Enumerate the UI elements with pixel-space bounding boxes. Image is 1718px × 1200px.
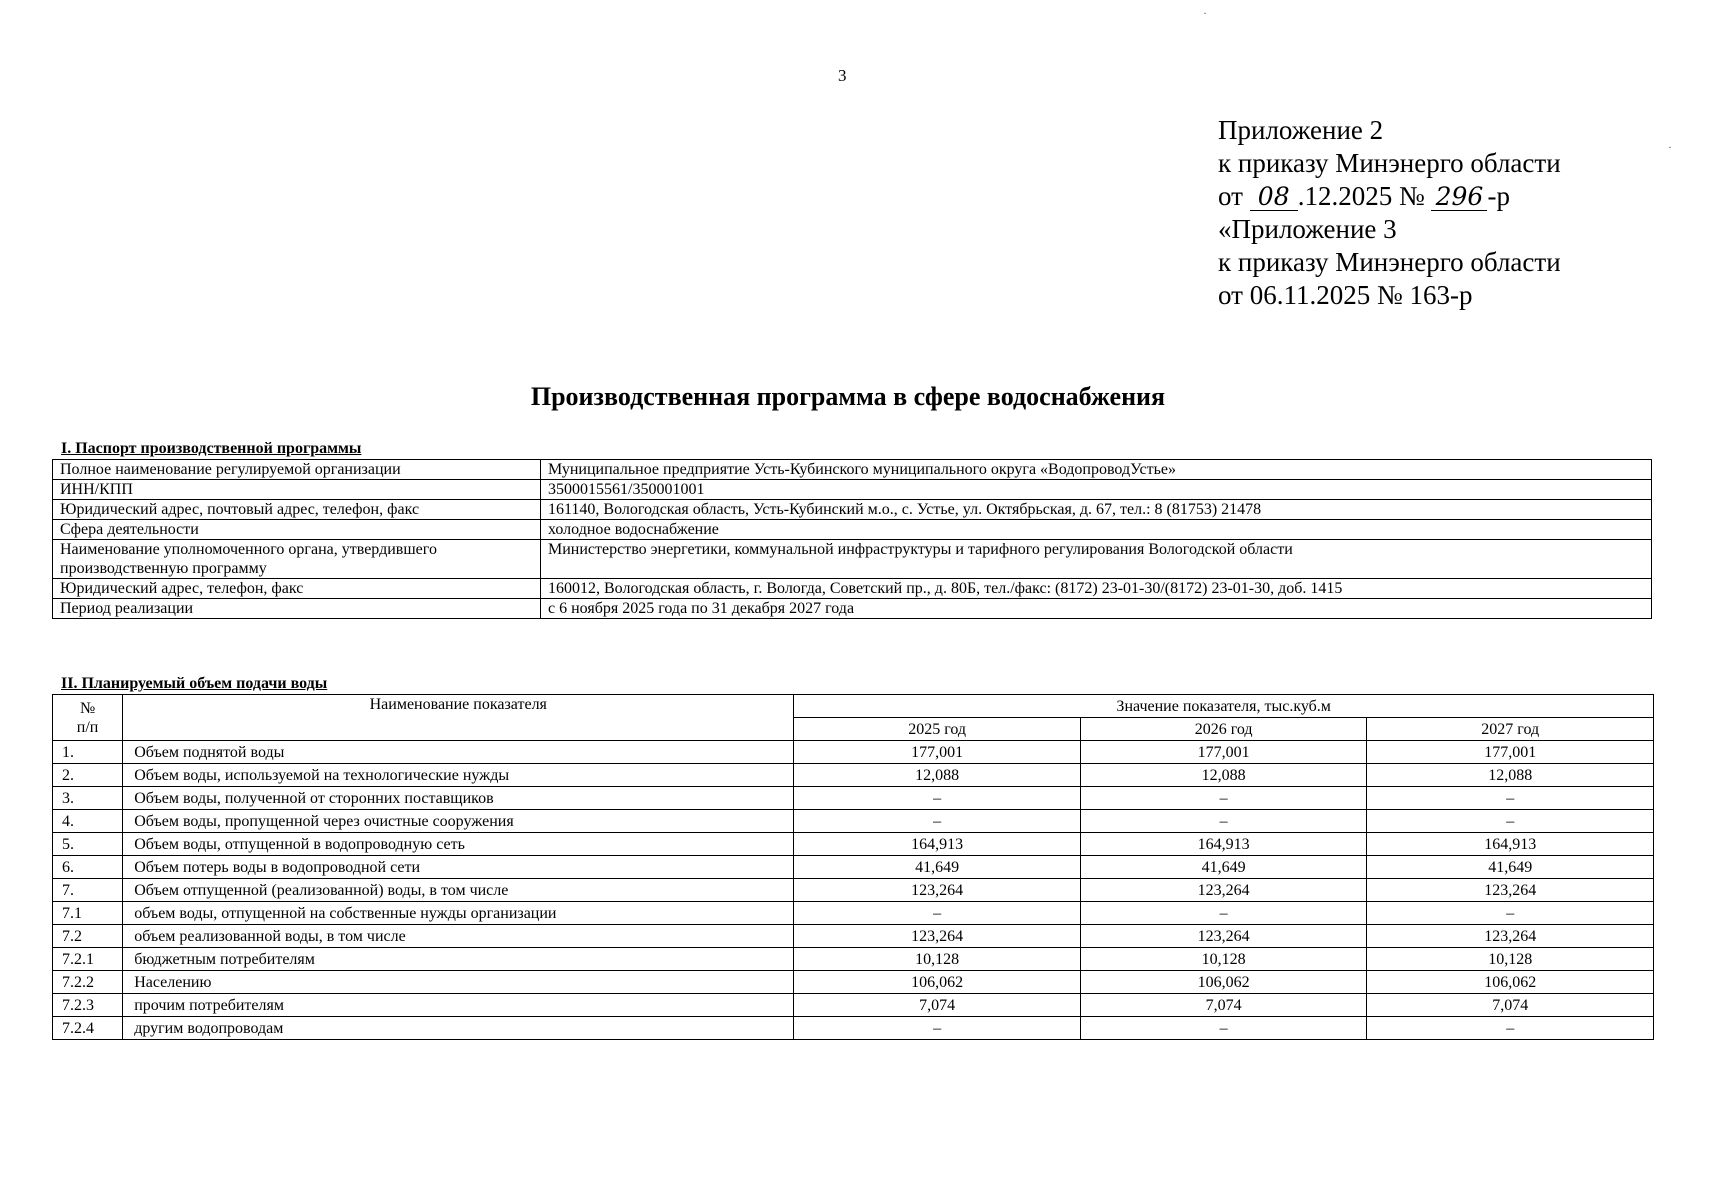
indicator-value: – (1367, 787, 1654, 810)
indicator-value: – (1080, 787, 1367, 810)
passport-label: Юридический адрес, почтовый адрес, телефон, факс (53, 500, 541, 520)
volume-heading: II. Планируемый объем подачи воды (61, 675, 328, 692)
table-row (53, 948, 1654, 971)
row-number: 5. (53, 833, 123, 856)
indicator-value: 123,264 (1080, 925, 1367, 948)
row-number: 7.2.3 (53, 994, 123, 1017)
appendix-date-suffix: -р (1487, 181, 1510, 211)
indicator-value: 7,074 (1367, 994, 1654, 1017)
indicator-value: 177,001 (1367, 741, 1654, 764)
passport-table (52, 459, 1652, 619)
indicator-value: – (1367, 810, 1654, 833)
row-number: 2. (53, 764, 123, 787)
indicator-value: 41,649 (794, 856, 1081, 879)
passport-row (53, 460, 1652, 480)
table-row (53, 833, 1654, 856)
passport-label: Наименование уполномоченного органа, утвердившего производственную программу (53, 540, 541, 579)
row-number: 7.2.2 (53, 971, 123, 994)
header-indicator-value: Значение показателя, тыс.куб.м (794, 695, 1654, 718)
appendix-line: от 06.11.2025 № 163-р (1218, 280, 1473, 310)
indicator-name: Объем поднятой воды (123, 741, 794, 764)
indicator-value: 10,128 (794, 948, 1081, 971)
table-row (53, 1017, 1654, 1040)
passport-label: Сфера деятельности (53, 520, 541, 540)
appendix-date-prefix: от (1218, 181, 1243, 211)
header-year: 2027 год (1367, 718, 1654, 741)
indicator-value: 7,074 (1080, 994, 1367, 1017)
indicator-name: Населению (123, 971, 794, 994)
indicator-value: 123,264 (1080, 879, 1367, 902)
scan-speck: · (1203, 6, 1207, 20)
document-title: Производственная программа в сфере водоснабжения (530, 382, 1166, 411)
passport-label: ИНН/КПП (53, 480, 541, 500)
indicator-value: – (1080, 902, 1367, 925)
table-row (53, 764, 1654, 787)
table-row (53, 994, 1654, 1017)
row-number: 7.2.4 (53, 1017, 123, 1040)
passport-value: с 6 ноября 2025 года по 31 декабря 2027 года (541, 599, 1652, 619)
appendix-date-middle: .12.2025 № (1297, 181, 1425, 211)
indicator-value: 106,062 (1080, 971, 1367, 994)
handwritten-day: 08 (1250, 184, 1298, 211)
table-row (53, 925, 1654, 948)
passport-row (53, 579, 1652, 599)
passport-row (53, 540, 1652, 579)
table-header-row (53, 695, 1654, 718)
indicator-name: прочим потребителям (123, 994, 794, 1017)
passport-value: 3500015561/350001001 (541, 480, 1652, 500)
indicator-value: 41,649 (1367, 856, 1654, 879)
indicator-value: 12,088 (794, 764, 1081, 787)
header-number-line1: № (79, 699, 96, 717)
indicator-value: 123,264 (1367, 879, 1654, 902)
header-indicator-name: Наименование показателя (123, 695, 794, 741)
scan-speck: · (1668, 140, 1672, 154)
indicator-value: – (794, 810, 1081, 833)
indicator-value: 7,074 (794, 994, 1081, 1017)
passport-label: Период реализации (53, 599, 541, 619)
row-number: 7.1 (53, 902, 123, 925)
row-number: 1. (53, 741, 123, 764)
appendix-line: Приложение 2 (1218, 115, 1384, 145)
passport-value: Министерство энергетики, коммунальной инфраструктуры и тарифного регулирования Вологодской области (541, 540, 1652, 579)
indicator-value: 164,913 (1080, 833, 1367, 856)
indicator-value: – (794, 787, 1081, 810)
passport-label: Юридический адрес, телефон, факс (53, 579, 541, 599)
indicator-name: Объем воды, отпущенной в водопроводную сеть (123, 833, 794, 856)
indicator-value: 164,913 (1367, 833, 1654, 856)
table-row (53, 787, 1654, 810)
indicator-name: бюджетным потребителям (123, 948, 794, 971)
table-row (53, 879, 1654, 902)
passport-row (53, 480, 1652, 500)
water-volume-table (52, 694, 1654, 1040)
header-year: 2026 год (1080, 718, 1367, 741)
appendix-line: к приказу Минэнерго области (1218, 148, 1561, 178)
indicator-value: 12,088 (1080, 764, 1367, 787)
indicator-value: 123,264 (1367, 925, 1654, 948)
passport-row (53, 500, 1652, 520)
indicator-value: 10,128 (1367, 948, 1654, 971)
indicator-name: другим водопроводам (123, 1017, 794, 1040)
passport-heading: I. Паспорт производственной программы (61, 440, 362, 457)
indicator-name: Объем потерь воды в водопроводной сети (123, 856, 794, 879)
row-number: 3. (53, 787, 123, 810)
indicator-value: 123,264 (794, 925, 1081, 948)
indicator-value: 10,128 (1080, 948, 1367, 971)
indicator-value: 177,001 (794, 741, 1081, 764)
passport-value: 161140, Вологодская область, Усть-Кубинский м.о., с. Устье, ул. Октябрьская, д. 67, тел.: 8 (81753) 21478 (541, 500, 1652, 520)
passport-value: 160012, Вологодская область, г. Вологда, Советский пр., д. 80Б, тел./факс: (8172) 23-01-30/(8172) 23-01-30, доб. 1415 (541, 579, 1652, 599)
appendix-date-line (1218, 180, 1561, 213)
indicator-name: Объем воды, полученной от сторонних поставщиков (123, 787, 794, 810)
table-row (53, 971, 1654, 994)
page-number: 3 (838, 66, 847, 85)
indicator-value: – (1080, 810, 1367, 833)
appendix-line: «Приложение 3 (1218, 214, 1397, 244)
indicator-value: – (794, 1017, 1081, 1040)
row-number: 4. (53, 810, 123, 833)
row-number: 7. (53, 879, 123, 902)
indicator-name: Объем воды, используемой на технологические нужды (123, 764, 794, 787)
passport-label: Полное наименование регулируемой организации (53, 460, 541, 480)
header-number (53, 695, 123, 741)
indicator-value: 41,649 (1080, 856, 1367, 879)
table-row (53, 856, 1654, 879)
table-row (53, 741, 1654, 764)
passport-value: холодное водоснабжение (541, 520, 1652, 540)
indicator-value: – (1367, 1017, 1654, 1040)
indicator-value: 164,913 (794, 833, 1081, 856)
appendix-line: к приказу Минэнерго области (1218, 247, 1561, 277)
row-number: 7.2 (53, 925, 123, 948)
indicator-value: – (1080, 1017, 1367, 1040)
table-row (53, 810, 1654, 833)
passport-row (53, 520, 1652, 540)
header-number-line2: п/п (76, 718, 99, 736)
appendix-block (1218, 114, 1561, 312)
indicator-name: объем воды, отпущенной на собственные нужды организации (123, 902, 794, 925)
indicator-value: 177,001 (1080, 741, 1367, 764)
indicator-name: объем реализованной воды, в том числе (123, 925, 794, 948)
indicator-value: 106,062 (1367, 971, 1654, 994)
row-number: 7.2.1 (53, 948, 123, 971)
indicator-value: 123,264 (794, 879, 1081, 902)
indicator-name: Объем воды, пропущенной через очистные сооружения (123, 810, 794, 833)
row-number: 6. (53, 856, 123, 879)
handwritten-order-number: 296 (1431, 184, 1487, 211)
indicator-value: 12,088 (1367, 764, 1654, 787)
indicator-value: – (794, 902, 1081, 925)
header-year: 2025 год (794, 718, 1081, 741)
passport-value: Муниципальное предприятие Усть-Кубинского муниципального округа «ВодопроводУстье» (541, 460, 1652, 480)
indicator-value: – (1367, 902, 1654, 925)
indicator-name: Объем отпущенной (реализованной) воды, в том числе (123, 879, 794, 902)
indicator-value: 106,062 (794, 971, 1081, 994)
table-row (53, 902, 1654, 925)
passport-row (53, 599, 1652, 619)
